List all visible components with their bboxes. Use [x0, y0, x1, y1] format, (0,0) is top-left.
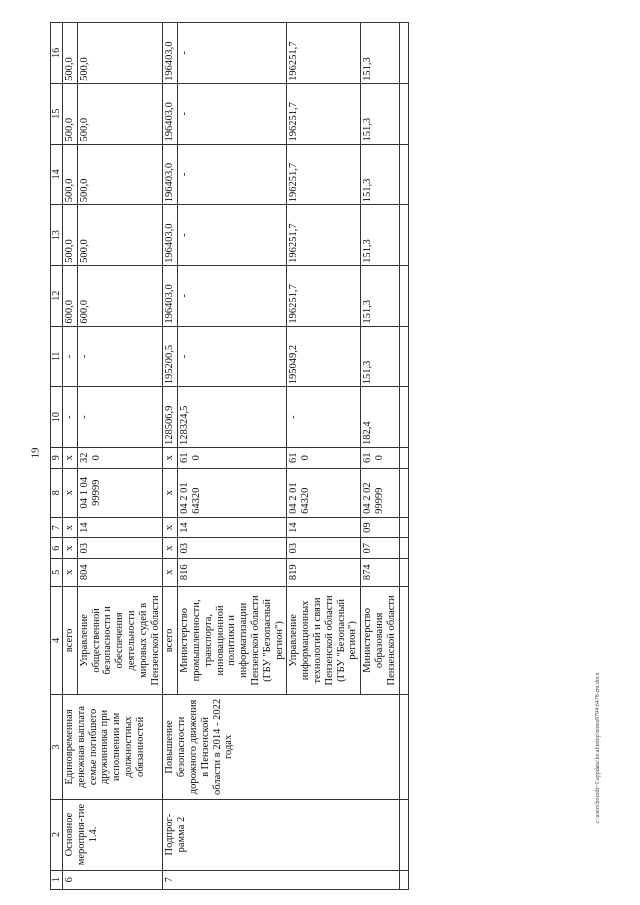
table-cell: 04 1 04 99999: [77, 468, 163, 517]
table-cell: 610: [287, 447, 361, 468]
table-cell: 500,0: [63, 23, 78, 84]
col-header: 4: [51, 586, 63, 695]
table-cell: 04 2 01 64320: [287, 468, 361, 517]
table-cell: 816: [178, 559, 287, 586]
table-cell: 600,0: [63, 265, 78, 326]
table-cell: 151,3: [361, 144, 399, 205]
table-cell: 196403,0: [163, 205, 178, 266]
table-cell: 196403,0: [163, 265, 178, 326]
table-cell: 196403,0: [163, 23, 178, 84]
table-cell: x: [63, 517, 78, 538]
table-cell: 819: [287, 559, 361, 586]
col-header: 10: [51, 387, 63, 448]
table-cell: 03: [287, 538, 361, 559]
table-cell: x: [163, 517, 178, 538]
col-header: 9: [51, 447, 63, 468]
table-cell: 610: [361, 447, 399, 468]
table-cell: 804: [77, 559, 163, 586]
table-row-empty: [399, 23, 408, 890]
table-cell: 500,0: [63, 83, 78, 144]
table-cell: 874: [361, 559, 399, 586]
table-cell: 04 2 01 64320: [178, 468, 287, 517]
table-cell: -: [178, 265, 287, 326]
col-header: 12: [51, 265, 63, 326]
table-cell: 03: [178, 538, 287, 559]
table-cell: 182,4: [361, 387, 399, 448]
table-cell: x: [163, 468, 178, 517]
table-cell: 151,3: [361, 326, 399, 387]
table-cell: 500,0: [77, 83, 163, 144]
col-header: 7: [51, 517, 63, 538]
col-header: 8: [51, 468, 63, 517]
executor-label: Министерство промышленности, транспорта, инновационной политики и информатизации Пензенской области (ГБУ "Безопасный регион"): [178, 586, 287, 695]
row-number: 7: [163, 870, 399, 889]
table-cell: x: [63, 447, 78, 468]
col-header: 6: [51, 538, 63, 559]
table-cell: 500,0: [77, 144, 163, 205]
table-cell: 196251,7: [287, 83, 361, 144]
table-cell: 320: [77, 447, 163, 468]
table-cell: x: [163, 538, 178, 559]
table-cell: 03: [77, 538, 163, 559]
executor-label: Управление общественной безопасности и обеспечения деятельности мировых судей в Пензенской области: [77, 586, 163, 695]
activity-name: Единовременная денежная выплата семье погибшего дружинника при исполнении им должностных обязанностей: [63, 695, 163, 799]
table-row: [163, 23, 178, 890]
table-cell: -: [178, 83, 287, 144]
table-cell: x: [63, 538, 78, 559]
table-cell: 500,0: [77, 205, 163, 266]
table-cell: x: [63, 559, 78, 586]
col-header: 14: [51, 144, 63, 205]
executor-label: всего: [63, 586, 78, 695]
table-cell: x: [63, 468, 78, 517]
table-cell: 500,0: [77, 23, 163, 84]
table-cell: 151,3: [361, 205, 399, 266]
table-cell: -: [178, 144, 287, 205]
page-number: 19: [29, 447, 42, 459]
activity-kind: Подпрог-рамма 2: [163, 799, 399, 870]
table-cell: 195049,2: [287, 326, 361, 387]
budget-table: [50, 22, 409, 890]
table-cell: 196251,7: [287, 205, 361, 266]
table-cell: 196403,0: [163, 83, 178, 144]
table-cell: 500,0: [63, 144, 78, 205]
table-cell: 151,3: [361, 265, 399, 326]
col-header: 15: [51, 83, 63, 144]
table-cell: -: [178, 205, 287, 266]
table-cell: 14: [178, 517, 287, 538]
table-cell: 04 2 02 99999: [361, 468, 399, 517]
col-header: 16: [51, 23, 63, 84]
col-header: 1: [51, 870, 63, 889]
table-cell: -: [77, 326, 163, 387]
file-path-note: c:\users\borodi~1\appdata\local\temp\notes8794\6478-rm.docx: [595, 672, 601, 824]
executor-label: Министерство образования Пензенской области: [361, 586, 399, 695]
table-cell: 500,0: [63, 205, 78, 266]
table-cell: 610: [178, 447, 287, 468]
table-cell: 07: [361, 538, 399, 559]
executor-label: всего: [163, 586, 178, 695]
activity-name: Повышение безопасности дорожного движения в Пензенской области в 2014 - 2022 годах: [163, 695, 399, 799]
table-cell: x: [163, 559, 178, 586]
rotated-table-sheet: [50, 0, 630, 890]
table-cell: -: [77, 387, 163, 448]
table-cell: 151,3: [361, 23, 399, 84]
table-cell: 195200,5: [163, 326, 178, 387]
col-header: 13: [51, 205, 63, 266]
executor-label: Управление информационных технологий и связи Пензенской области (ГБУ "Безопасный регион"): [287, 586, 361, 695]
col-header: 11: [51, 326, 63, 387]
table-cell: -: [287, 387, 361, 448]
table-cell: 14: [77, 517, 163, 538]
table-cell: 196251,7: [287, 23, 361, 84]
col-header: 2: [51, 799, 63, 870]
table-cell: -: [178, 326, 287, 387]
activity-kind: Основное мероприя-тие 1.4.: [63, 799, 163, 870]
table-cell: 14: [287, 517, 361, 538]
table-cell: -: [63, 326, 78, 387]
table-cell: -: [63, 387, 78, 448]
table-cell: 09: [361, 517, 399, 538]
table-cell: 196251,7: [287, 265, 361, 326]
table-row: [63, 23, 78, 890]
table-cell: 151,3: [361, 83, 399, 144]
table-cell: 128324,5: [178, 387, 287, 448]
table-cell: x: [163, 447, 178, 468]
table-cell: 128506,9: [163, 387, 178, 448]
table-cell: 600,0: [77, 265, 163, 326]
column-number-row: [51, 23, 63, 890]
table-cell: 196403,0: [163, 144, 178, 205]
col-header: 3: [51, 695, 63, 799]
table-cell: -: [178, 23, 287, 84]
table-cell: 196251,7: [287, 144, 361, 205]
col-header: 5: [51, 559, 63, 586]
row-number: 6: [63, 870, 163, 889]
